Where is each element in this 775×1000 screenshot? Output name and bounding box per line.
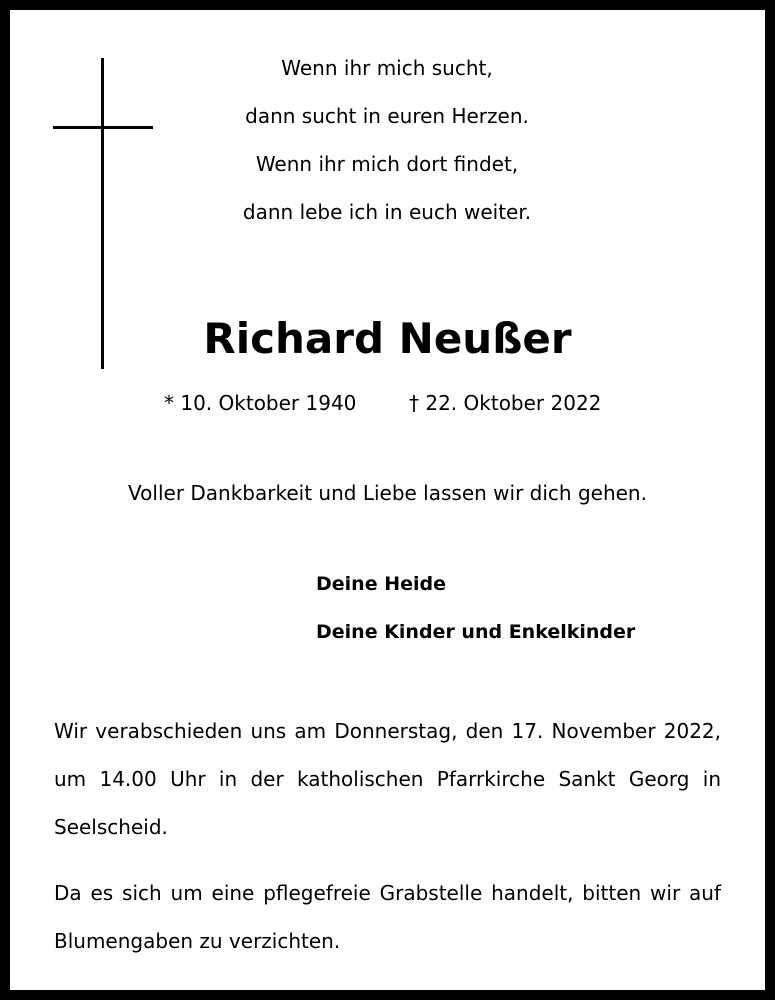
notice-line-5: Blumengaben zu verzichten.: [54, 929, 341, 953]
deceased-name: Richard Neußer: [203, 314, 572, 363]
notice-line-2: um 14.00 Uhr in der katholischen Pfarrkirche Sankt Georg in: [54, 767, 721, 791]
mourner-line-1: Deine Heide: [316, 573, 446, 595]
poem-line-2: dann sucht in euren Herzen.: [245, 104, 529, 128]
poem-line-1: Wenn ihr mich sucht,: [281, 56, 493, 80]
notice-line-4: Da es sich um eine pflegefreie Grabstelle handelt, bitten wir auf: [54, 881, 721, 905]
birth-date: * 10. Oktober 1940: [164, 391, 357, 415]
mourner-line-2: Deine Kinder und Enkelkinder: [316, 621, 636, 643]
poem-line-4: dann lebe ich in euch weiter.: [242, 200, 532, 224]
poem-line-3: Wenn ihr mich dort findet,: [255, 152, 519, 176]
farewell-text: Voller Dankbarkeit und Liebe lassen wir dich gehen.: [128, 481, 647, 505]
death-date: † 22. Oktober 2022: [409, 391, 602, 415]
notice-line-1: Wir verabschieden uns am Donnerstag, den 17. November 2022,: [54, 719, 721, 743]
cross-icon-horizontal-bar: [53, 126, 153, 129]
notice-line-3: Seelscheid.: [54, 815, 168, 839]
